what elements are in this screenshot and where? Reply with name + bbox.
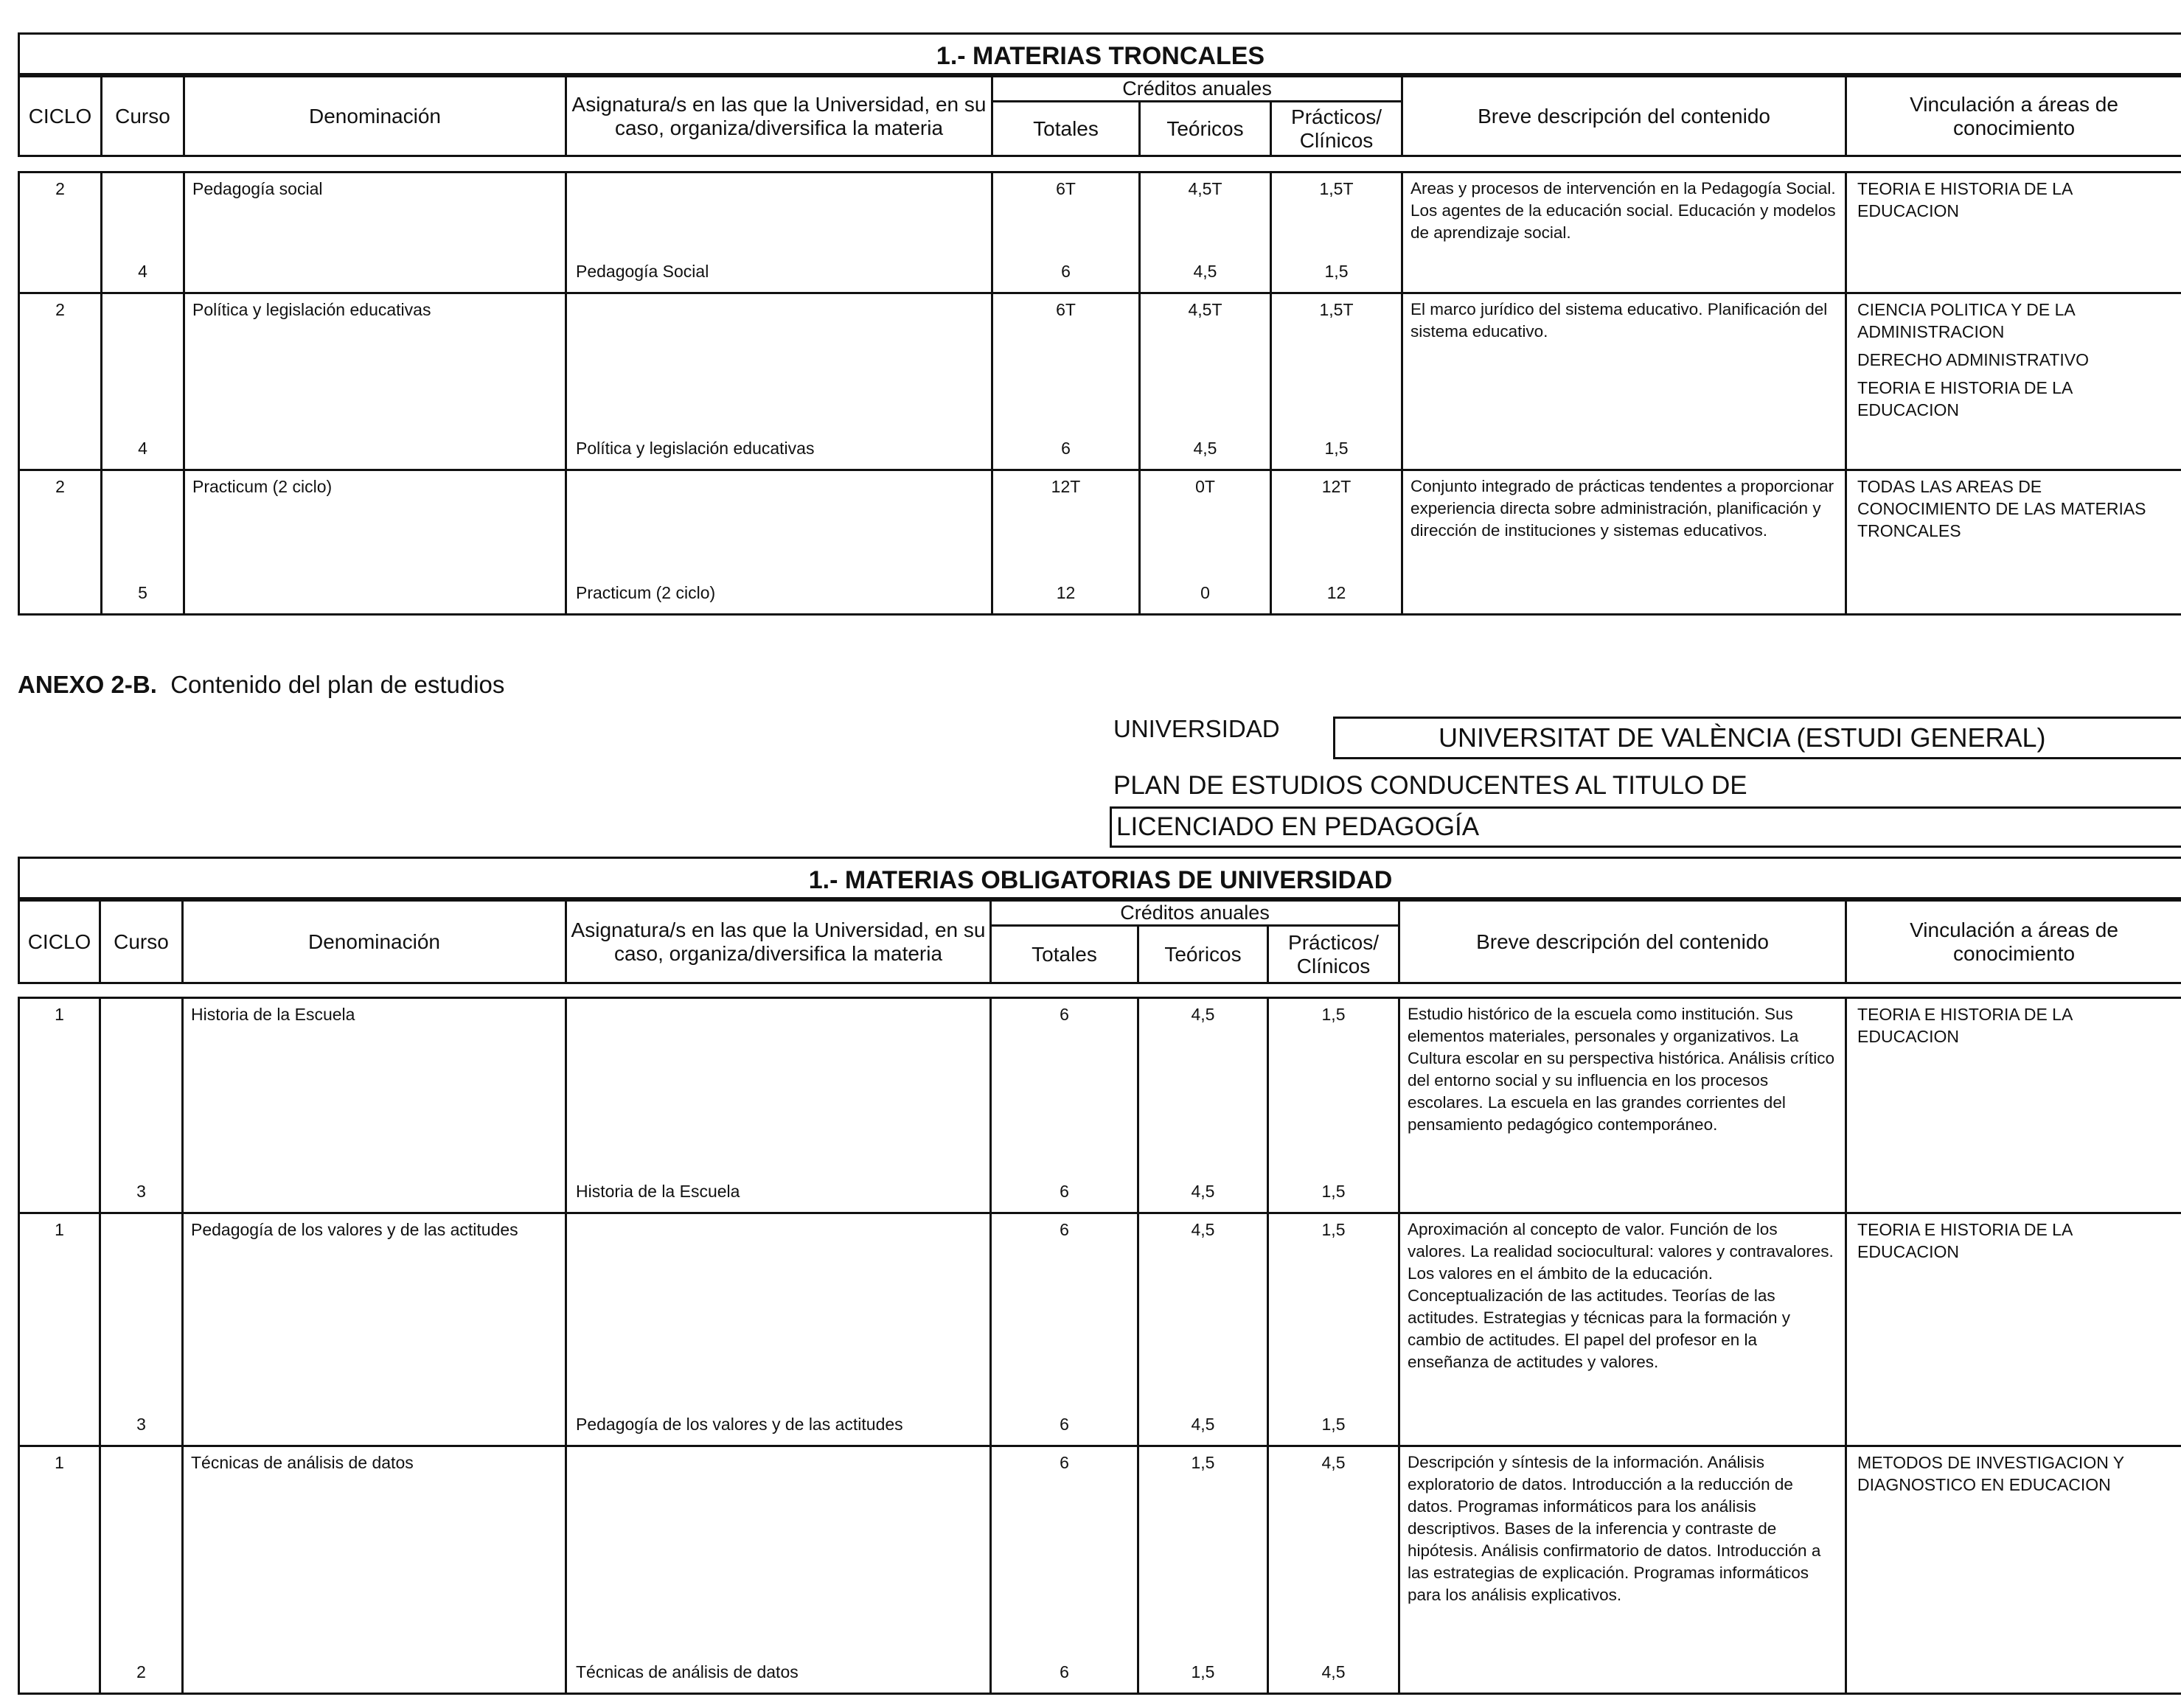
header-descripcion: Breve descripción del contenido xyxy=(1399,901,1846,983)
header-practicos: Prácticos/ Clínicos xyxy=(1268,926,1399,983)
table-row: 1 3 Historia de la Escuela Historia de la Escuela 6 6 4,5 4,5 1,5 1,5 Estudio histórico de la escuela como institución. Sus elementos materiales, personales y organizativos. La Cultura escolar en su perspectiva histórica. Análisis crítico del entorno social y su influencia en los procesos escolares. La escuela en las grandes corrientes del pensamiento pedagógico contemporáneo. TEORIA E HISTORIA DE LA EDUCACION xyxy=(19,998,2181,1213)
header-creditos: Créditos anuales xyxy=(992,77,1402,102)
header-curso: Curso xyxy=(102,77,184,156)
header-totales: Totales xyxy=(992,102,1140,156)
obligatorias-table xyxy=(18,899,2181,1695)
header-totales: Totales xyxy=(991,926,1138,983)
plan-label: PLAN DE ESTUDIOS CONDUCENTES AL TITULO DE xyxy=(1113,771,1747,800)
header-denominacion: Denominación xyxy=(184,77,566,156)
header-practicos: Prácticos/ Clínicos xyxy=(1271,102,1402,156)
header-teoricos: Teóricos xyxy=(1138,926,1268,983)
table-row: 1 2 Técnicas de análisis de datos Técnicas de análisis de datos 6 6 1,5 1,5 4,5 4,5 Descripción y síntesis de la información. Análisis exploratorio de datos. Introducción a la reducción de datos. Programas informáticos para los análisis descriptivos. Bases de la inferencia y contraste de hipótesis. Análisis confirmatorio de datos. Introducción a las estrategias de explicación. Programas informáticos para los análisis explicativos. METODOS DE INVESTIGACION Y DIAGNOSTICO EN EDUCACION xyxy=(19,1446,2181,1694)
header-denominacion: Denominación xyxy=(183,901,566,983)
troncales-table xyxy=(18,75,2181,616)
header-vinculacion: Vinculación a áreas de conocimiento xyxy=(1846,901,2181,983)
universidad-value: UNIVERSITAT DE VALÈNCIA (ESTUDI GENERAL) xyxy=(1333,717,2181,759)
titulo-value: LICENCIADO EN PEDAGOGÍA xyxy=(1110,806,2181,848)
header-descripcion: Breve descripción del contenido xyxy=(1402,77,1846,156)
annex-label: ANEXO 2-B. Contenido del plan de estudios xyxy=(18,671,505,698)
table-row: 1 3 Pedagogía de los valores y de las actitudes Pedagogía de los valores y de las actitudes 6 6 4,5 4,5 1,5 1,5 Aproximación al concepto de valor. Función de los valores. La realidad sociocultural: valores y contravalores. Los valores en el ámbito de la educación. Conceptualización de las actitudes. Teorías de las actitudes. Estrategias y técnicas para la formación y cambio de actitudes. El papel del profesor en la enseñanza de actitudes y valores. TEORIA E HISTORIA DE LA EDUCACION xyxy=(19,1213,2181,1446)
table-row: 2 5 Practicum (2 ciclo) Practicum (2 ciclo) 12T 12 0T 0 12T 12 Conjunto integrado de prácticas tendentes a proporcionar experiencia directa sobre administración, planificación y dirección de instituciones y sistemas educativos. TODAS LAS AREAS DE CONOCIMIENTO DE LAS MATERIAS TRONCALES xyxy=(19,470,2181,615)
table-row: 2 4 Política y legislación educativas Política y legislación educativas 6T 6 4,5T 4,5 1,5T 1,5 El marco jurídico del sistema educativo. Planificación del sistema educativo. CIENCIA POLITICA Y DE LA ADMINISTRACION DERECHO ADMINISTRATIVO TEORIA E HISTORIA DE LA EDUCACION xyxy=(19,293,2181,470)
header-asignatura: Asignatura/s en las que la Universidad, en su caso, organiza/diversifica la materia xyxy=(566,901,991,983)
universidad-label: UNIVERSIDAD xyxy=(1113,715,1280,742)
header-creditos: Créditos anuales xyxy=(991,901,1399,926)
header-teoricos: Teóricos xyxy=(1140,102,1271,156)
section-title: 1.- MATERIAS TRONCALES xyxy=(18,32,2181,75)
section-title: 1.- MATERIAS OBLIGATORIAS DE UNIVERSIDAD xyxy=(18,857,2181,899)
header-curso: Curso xyxy=(100,901,183,983)
header-ciclo: CICLO xyxy=(19,77,102,156)
header-asignatura: Asignatura/s en las que la Universidad, en su caso, organiza/diversifica la materia xyxy=(566,77,992,156)
table-row: 2 4 Pedagogía social Pedagogía Social 6T 6 4,5T 4,5 1,5T 1,5 Areas y procesos de intervención en la Pedagogía Social. Los agentes de la educación social. Educación y modelos de aprendizaje social. TEORIA E HISTORIA DE LA EDUCACION xyxy=(19,172,2181,293)
header-ciclo: CICLO xyxy=(19,901,100,983)
header-vinculacion: Vinculación a áreas de conocimiento xyxy=(1846,77,2181,156)
